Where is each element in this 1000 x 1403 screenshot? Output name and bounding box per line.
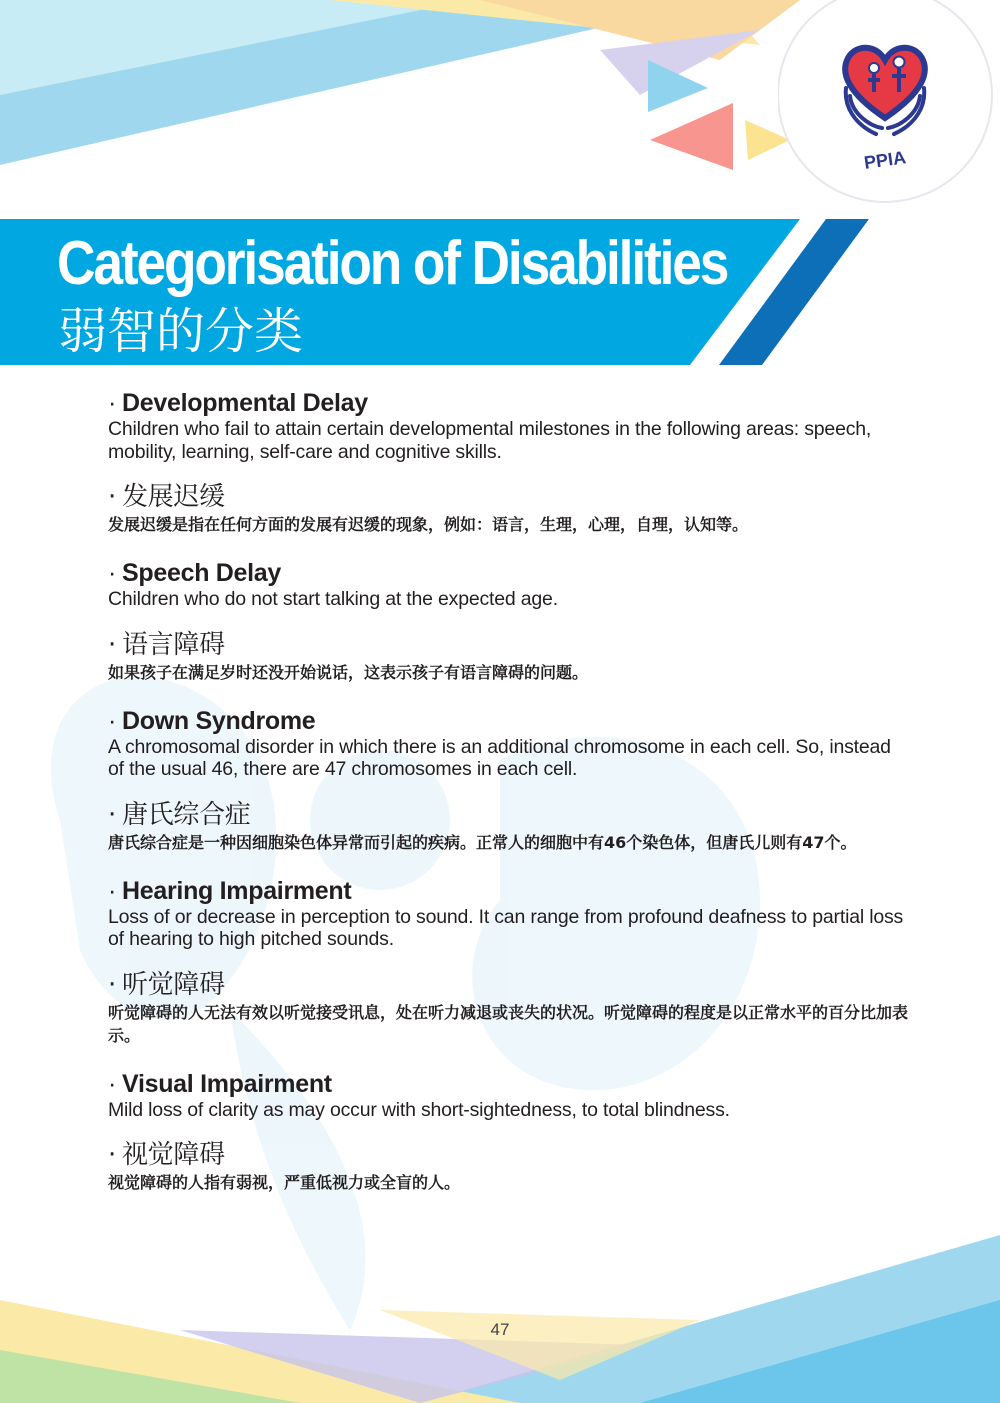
logo-text: PPIA — [862, 147, 908, 173]
list-item — [108, 706, 908, 781]
list-item — [108, 558, 908, 611]
item-heading: · 语言障碍 — [108, 629, 225, 660]
ppia-logo — [778, 0, 993, 203]
list-item — [108, 1069, 908, 1122]
page-title: Categorisation of Disabilities — [57, 229, 728, 298]
item-description: Mild loss of clarity as may occur with short-sightedness, to total blindness. — [108, 1098, 730, 1121]
item-description: A chromosomal disorder in which there is an additional chromosome in each cell. So, instead of the usual 46, there are 47 chromosomes in each cell. — [108, 735, 891, 780]
item-description: 如果孩子在满足岁时还没开始说话，这表示孩子有语言障碍的问题。 — [108, 662, 589, 682]
item-heading: · Down Syndrome — [108, 706, 316, 735]
list-item — [108, 388, 908, 463]
item-description: 听觉障碍的人无法有效以听觉接受讯息，处在听力减退或丧失的状况。听觉障碍的程度是以正常水平的百分比加表示。 — [108, 1002, 909, 1045]
item-heading: · 发展迟缓 — [108, 482, 225, 512]
item-description: 视觉障碍的人指有弱视，严重低视力或全盲的人。 — [108, 1173, 461, 1192]
item-heading: · Hearing Impairment — [108, 876, 352, 905]
item-description: Loss of or decrease in perception to sound. It can range from profound deafness to partial loss of hearing to high pitched sounds. — [108, 905, 904, 950]
item-heading: · Speech Delay — [108, 559, 282, 587]
list-item — [108, 629, 908, 684]
list-item — [108, 481, 908, 536]
item-description: 发展迟缓是指在任何方面的发展有迟缓的现象，例如：语言，生理，心理，自理，认知等。 — [108, 515, 749, 534]
item-heading: · Visual Impairment — [108, 1069, 332, 1098]
item-heading: · Developmental Delay — [108, 389, 368, 417]
list-item — [108, 1139, 908, 1194]
disability-list — [108, 388, 908, 1216]
list-item — [108, 799, 908, 854]
list-item — [108, 876, 908, 951]
item-heading: · 唐氏综合症 — [108, 799, 251, 830]
item-description: Children who do not start talking at the expected age. — [108, 588, 558, 610]
item-description: 唐氏综合症是一种因细胞染色体异常而引起的疾病。正常人的细胞中有46个染色体，但唐氏儿则有47个。 — [108, 832, 857, 852]
item-description: Children who fail to attain certain developmental milestones in the following areas: speech, mobility, learning, self-care and cognitive skills. — [108, 418, 872, 463]
triangle-coral-shape — [650, 103, 733, 170]
item-heading: · 听觉障碍 — [108, 969, 225, 1000]
page-number: 47 — [490, 1320, 510, 1339]
list-item — [108, 969, 908, 1047]
item-heading: · 视觉障碍 — [108, 1140, 225, 1170]
page-title-chinese: 弱智的分类 — [58, 303, 304, 360]
